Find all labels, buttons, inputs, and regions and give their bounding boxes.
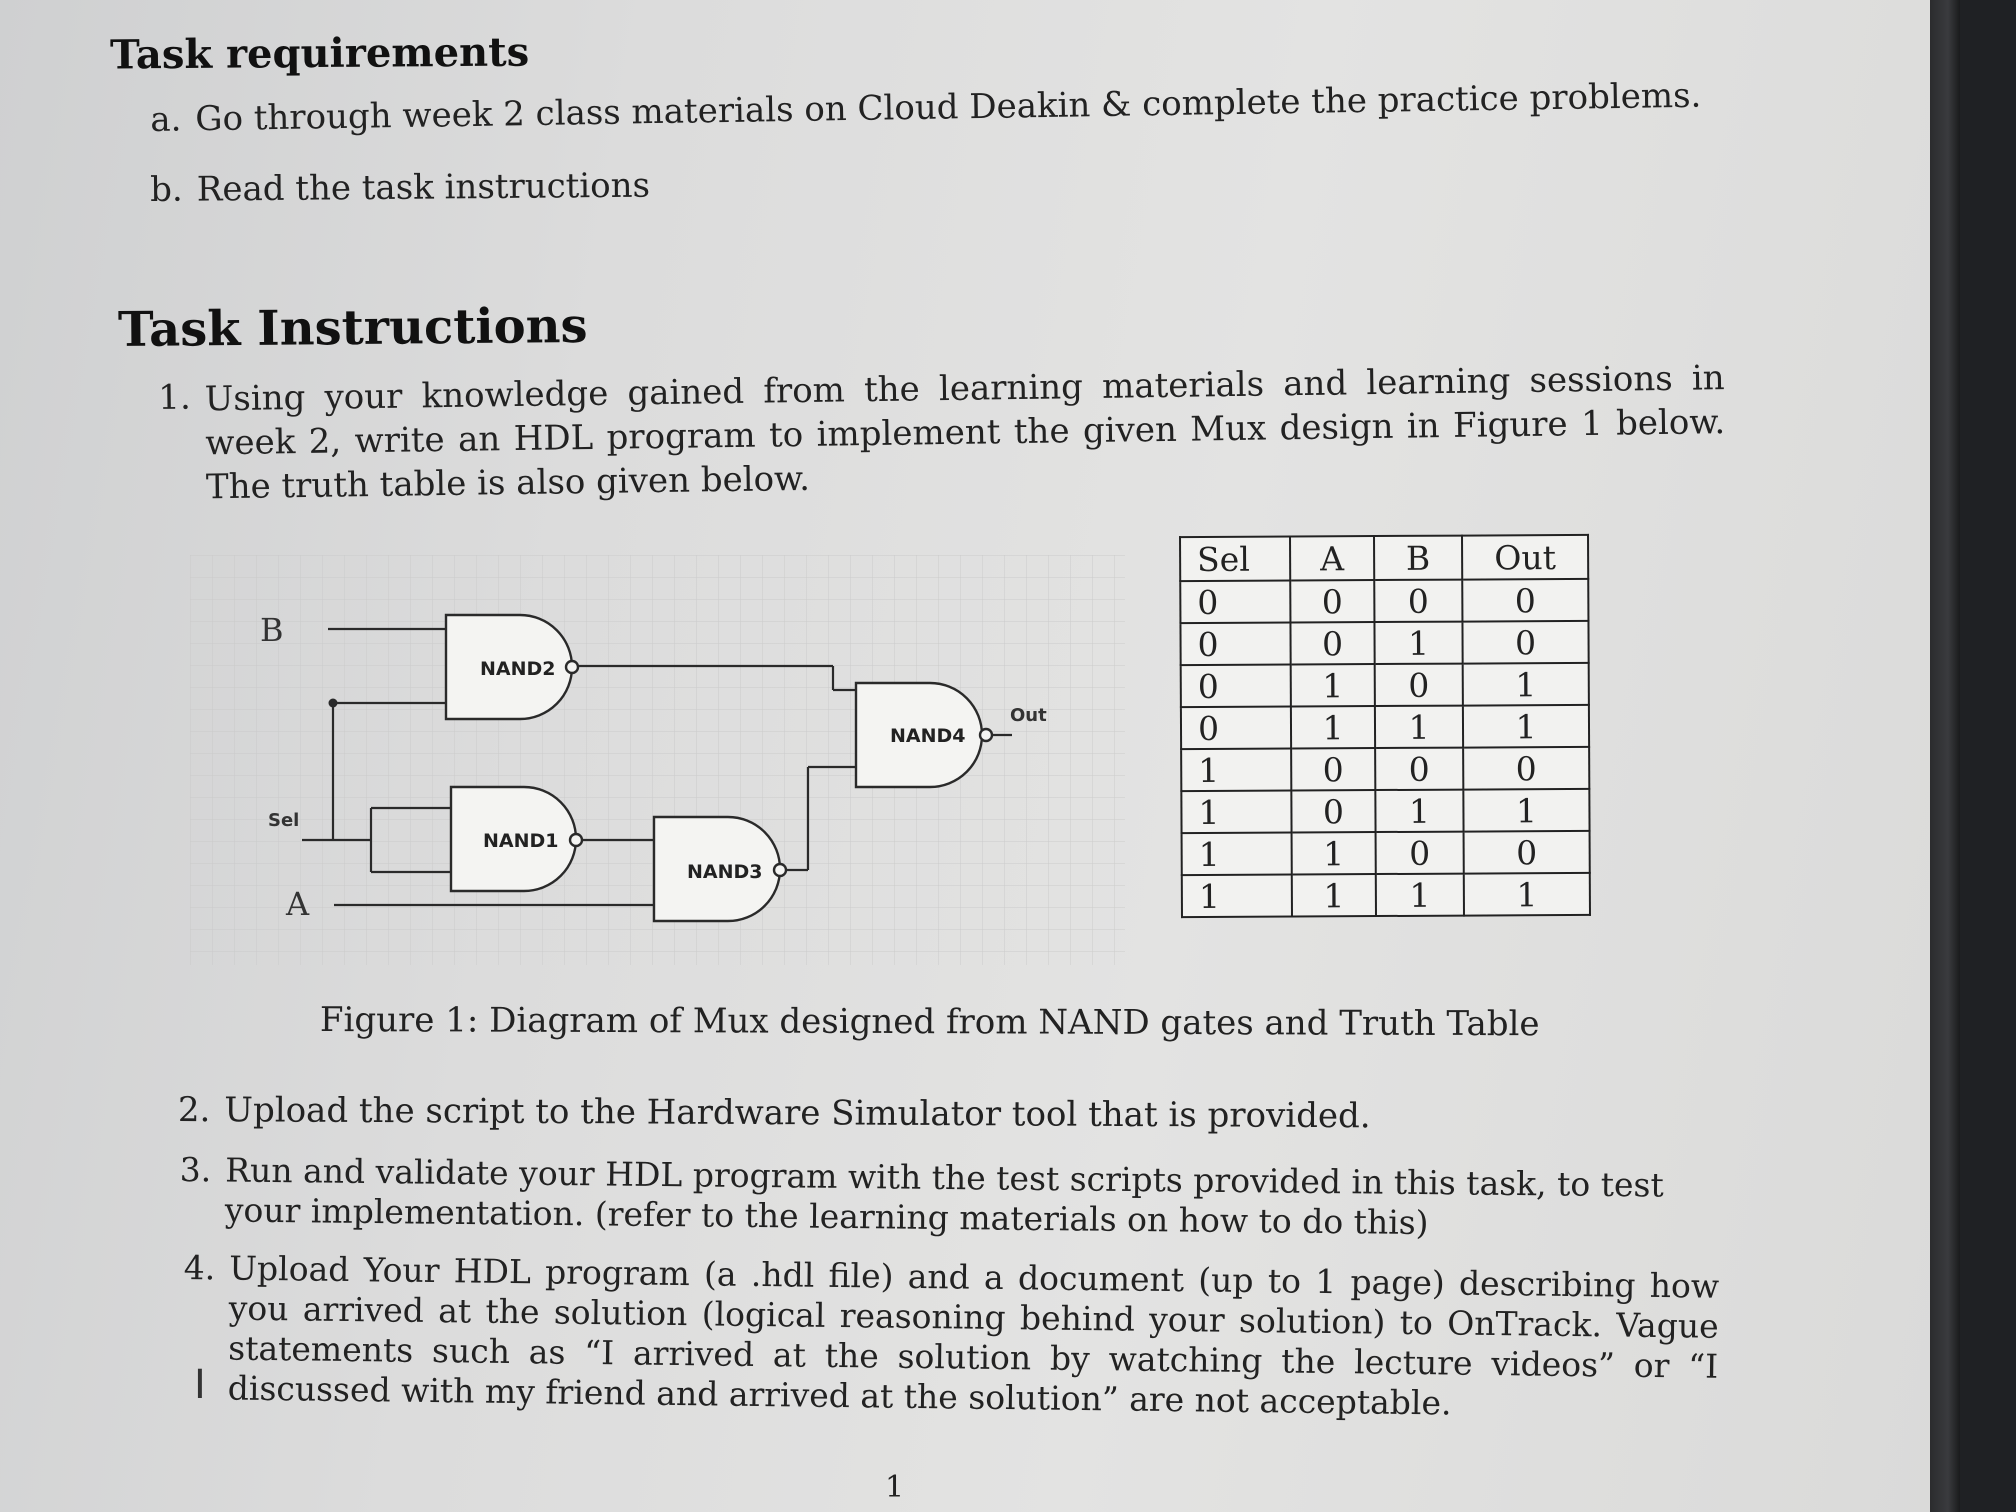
input-sel-label: Sel: [268, 810, 300, 831]
header-b: B: [1374, 536, 1462, 580]
cell: 0: [1462, 579, 1588, 622]
cell: 0: [1290, 622, 1374, 664]
instruction-text: Upload the script to the Hardware Simulator tool that is provided.: [224, 1090, 1371, 1137]
figure-caption: Figure 1: Diagram of Mux designed from NAND gates and Truth Table: [319, 1000, 1540, 1045]
table-header-row: [1180, 535, 1588, 581]
instruction-step-4: [182, 1248, 1719, 1427]
cell: 1: [1181, 790, 1291, 833]
nand1-bubble: [570, 834, 582, 846]
text-cursor-icon: I: [194, 1362, 206, 1408]
cell: 1: [1376, 874, 1464, 916]
cell: 1: [1464, 873, 1590, 916]
cell: 1: [1182, 832, 1292, 875]
nand1-label: NAND1: [483, 830, 559, 852]
table-row: [1181, 747, 1589, 791]
cell: 0: [1291, 748, 1375, 790]
header-out: Out: [1462, 535, 1588, 580]
requirement-text: Go through week 2 class materials on Cloud Deakin & complete the practice problems.: [195, 75, 1702, 140]
input-b-label: B: [260, 611, 284, 649]
instruction-text: Using your knowledge gained from the learning materials and learning sessions in week 2, write an HDL program to implement the given Mux design in Figure 1 below. The truth table is also given below.: [204, 358, 1726, 508]
cell: 0: [1375, 748, 1463, 790]
cell: 0: [1375, 664, 1463, 706]
cell: 0: [1291, 790, 1375, 832]
page-number: 1: [885, 1470, 905, 1505]
table-row: [1180, 621, 1588, 665]
cell: 1: [1463, 789, 1589, 832]
circuit-svg: [190, 555, 1125, 965]
monitor-bezel: [1930, 0, 1960, 1512]
list-marker: 3.: [179, 1150, 212, 1190]
cell: 1: [1291, 706, 1375, 748]
cell: 0: [1290, 580, 1374, 622]
nand2-bubble: [566, 661, 578, 673]
nand2-label: NAND2: [480, 658, 556, 680]
table-row: [1181, 663, 1589, 707]
cell: 0: [1181, 706, 1291, 749]
cell: 0: [1180, 580, 1290, 623]
truth-table: [1179, 534, 1591, 918]
instruction-text: Upload Your HDL program (a .hdl file) and a document (up to 1 page) describing how you arrived at the solution (logical reasoning behind your solution) to OnTrack. Vague statements such as “I arrived at the solution by watching the lecture videos” or “I discussed with my friend and arrived at the solution” are not acceptable.: [227, 1248, 1720, 1423]
cell: 0: [1374, 580, 1462, 622]
cell: 1: [1375, 706, 1463, 748]
cell: 0: [1464, 831, 1590, 874]
cell: 1: [1292, 874, 1376, 916]
header-sel: Sel: [1180, 536, 1290, 581]
nand3-bubble: [774, 864, 786, 876]
junction-dot: [329, 699, 338, 708]
output-label: Out: [1010, 705, 1047, 726]
list-marker: a.: [150, 99, 182, 140]
cell: 0: [1181, 664, 1291, 707]
cell: 1: [1463, 705, 1589, 748]
cell: 1: [1182, 874, 1292, 917]
input-a-label: A: [286, 885, 310, 923]
requirement-item-b: [150, 166, 650, 210]
instruction-text: Run and validate your HDL program with the test scripts provided in this task, to test your implementation. (refer to the learning materials on how to do this): [224, 1150, 1664, 1243]
requirement-item-a: [150, 76, 1702, 140]
table-row: [1182, 873, 1590, 917]
table-row: [1181, 705, 1589, 749]
nand4-bubble: [980, 729, 992, 741]
list-marker: 4.: [183, 1248, 216, 1288]
cell: 1: [1292, 832, 1376, 874]
list-marker: b.: [150, 169, 183, 210]
requirement-text: Read the task instructions: [196, 165, 651, 210]
table-row: [1181, 789, 1589, 833]
instruction-step-2: [178, 1090, 1371, 1136]
cell: 1: [1374, 622, 1462, 664]
cell: 1: [1291, 664, 1375, 706]
table-row: [1180, 579, 1588, 623]
task-requirements-heading: Task requirements: [109, 28, 530, 79]
header-a: A: [1290, 536, 1374, 580]
nand4-label: NAND4: [890, 725, 966, 747]
cell: 1: [1181, 748, 1291, 791]
task-instructions-heading: Task Instructions: [117, 297, 588, 359]
cell: 0: [1463, 747, 1589, 790]
cell: 1: [1463, 663, 1589, 706]
cell: 0: [1462, 621, 1588, 664]
nand3-label: NAND3: [687, 861, 763, 883]
list-marker: 1.: [158, 377, 192, 418]
list-marker: 2.: [177, 1090, 211, 1131]
instruction-step-1: [158, 356, 1726, 510]
table-row: [1182, 831, 1590, 875]
cell: 1: [1375, 790, 1463, 832]
cell: 0: [1180, 622, 1290, 665]
instruction-step-3: [179, 1150, 1715, 1246]
cell: 0: [1376, 832, 1464, 874]
mux-circuit-diagram: [190, 555, 1125, 965]
